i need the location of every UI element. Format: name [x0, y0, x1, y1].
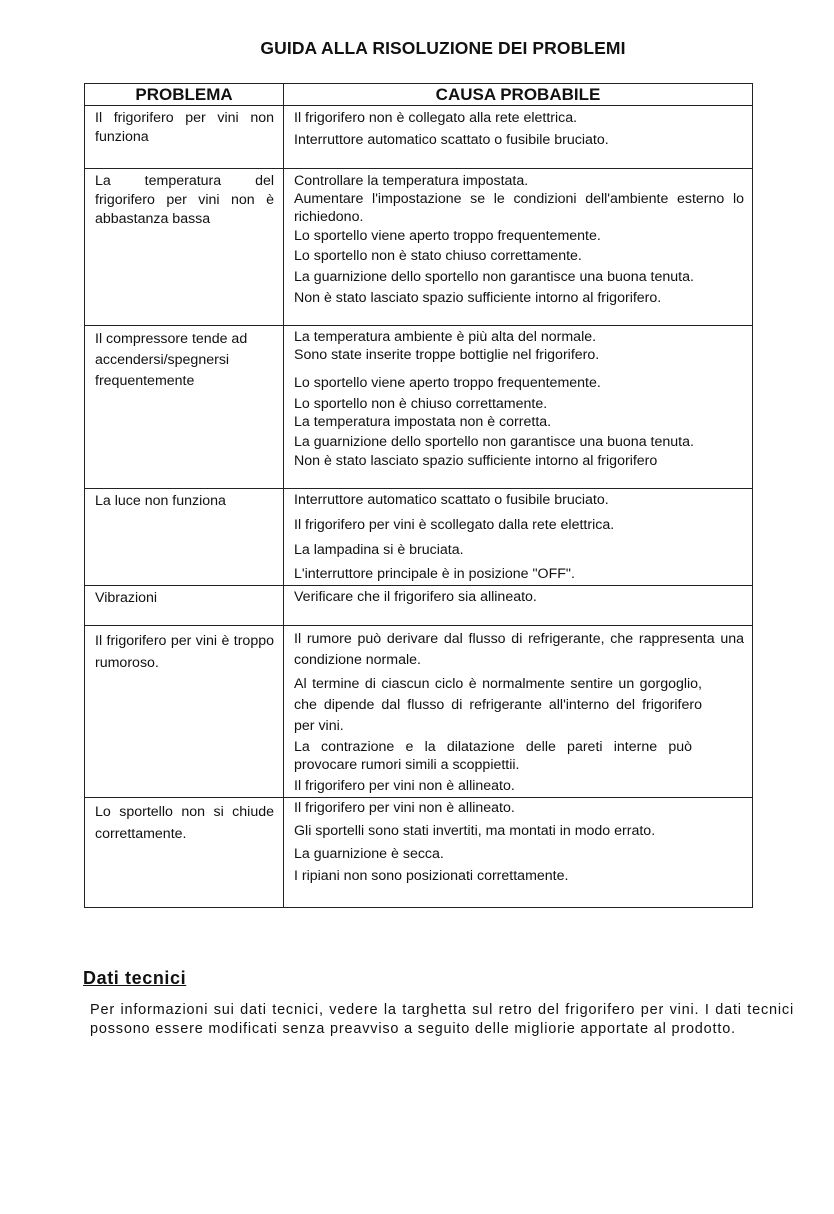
cause-item: Al termine di ciascun ciclo è normalmente sentire un gorgoglio, che dipende dal flusso di refrigerante all'interno del frigorifero per vini. — [294, 676, 702, 734]
causes-cell — [284, 586, 753, 626]
problem-text: Il compressore tende ad accendersi/spegnersi frequentemente — [95, 331, 248, 389]
tech-data-paragraph: Per informazioni sui dati tecnici, vedere la targhetta sul retro del frigorifero per vini. I dati tecnici possono essere modificati senza preavviso a seguito delle migliorie apportate al prodotto. — [90, 1002, 794, 1037]
problem-cell — [85, 798, 284, 908]
table-row — [85, 489, 753, 586]
cause-item: Interruttore automatico scattato o fusibile bruciato. — [294, 492, 609, 508]
cause-item: Gli sportelli sono stati invertiti, ma montati in modo errato. — [294, 823, 656, 839]
causes-cell — [284, 106, 753, 169]
problem-text: Il frigorifero per vini è troppo rumoroso. — [95, 633, 274, 671]
cause-item: La temperatura impostata non è corretta. — [294, 414, 552, 430]
page-title: GUIDA ALLA RISOLUZIONE DEI PROBLEMI — [260, 38, 626, 58]
table-row — [85, 106, 753, 169]
cause-item: La guarnizione dello sportello non garantisce una buona tenuta. — [294, 269, 694, 285]
cause-item: Non è stato lasciato spazio sufficiente intorno al frigorifero — [294, 453, 658, 469]
cause-item: Controllare la temperatura impostata. — [294, 173, 529, 189]
cause-item: Il frigorifero per vini non è allineato. — [294, 800, 515, 816]
cause-item: Sono state inserite troppe bottiglie nel frigorifero. — [294, 347, 600, 363]
cause-item: Aumentare l'impostazione se le condizioni dell'ambiente esterno lo richiedono. — [294, 191, 744, 225]
troubleshooting-table — [84, 83, 753, 908]
table-row — [85, 798, 753, 908]
table-header-row — [85, 84, 753, 106]
cause-item: Lo sportello viene aperto troppo frequentemente. — [294, 375, 601, 391]
cause-item: Il frigorifero non è collegato alla rete elettrica. — [294, 110, 578, 126]
causes-cell — [284, 626, 753, 798]
cause-item: La temperatura ambiente è più alta del normale. — [294, 329, 597, 345]
cause-item: Interruttore automatico scattato o fusibile bruciato. — [294, 132, 609, 148]
cause-item: La guarnizione è secca. — [294, 846, 444, 862]
problem-cell: Vibrazioni — [85, 586, 284, 626]
problem-cell — [85, 326, 284, 489]
cause-item: Verificare che il frigorifero sia allineato. — [294, 589, 537, 605]
table-row — [85, 586, 753, 626]
problem-cell: La luce non funziona — [85, 489, 284, 586]
causes-cell — [284, 489, 753, 586]
problem-text: Lo sportello non si chiude correttamente. — [95, 804, 274, 842]
causes-cell — [284, 169, 753, 326]
problem-cell: La temperatura del frigorifero per vini non è abbastanza bassa — [85, 169, 284, 326]
cause-item: Il frigorifero per vini non è allineato. — [294, 778, 515, 794]
causes-cell — [284, 326, 753, 489]
table-row — [85, 169, 753, 326]
header-problem: PROBLEMA — [85, 84, 284, 106]
cause-item: Lo sportello viene aperto troppo frequentemente. — [294, 228, 601, 244]
cause-item: La contrazione e la dilatazione delle pareti interne può provocare rumori simili a scoppiettii. — [294, 739, 692, 773]
causes-cell — [284, 798, 753, 908]
cause-item: I ripiani non sono posizionati correttamente. — [294, 868, 569, 884]
cause-item: Lo sportello non è stato chiuso correttamente. — [294, 248, 582, 264]
table-row — [85, 326, 753, 489]
cause-item: L'interruttore principale è in posizione "OFF". — [294, 566, 575, 582]
problem-cell: Il frigorifero per vini non funziona — [85, 106, 284, 169]
cause-item: La lampadina si è bruciata. — [294, 542, 464, 558]
table-row — [85, 626, 753, 798]
cause-item: Il rumore può derivare dal flusso di refrigerante, che rappresenta una condizione normale. — [294, 631, 744, 668]
tech-data-heading: Dati tecnici — [83, 968, 187, 988]
problem-cell — [85, 626, 284, 798]
cause-item: La guarnizione dello sportello non garantisce una buona tenuta. — [294, 434, 694, 450]
cause-item: Non è stato lasciato spazio sufficiente intorno al frigorifero. — [294, 290, 662, 306]
cause-item: Il frigorifero per vini è scollegato dalla rete elettrica. — [294, 517, 615, 533]
header-cause: CAUSA PROBABILE — [284, 84, 753, 106]
cause-item: Lo sportello non è chiuso correttamente. — [294, 396, 548, 412]
